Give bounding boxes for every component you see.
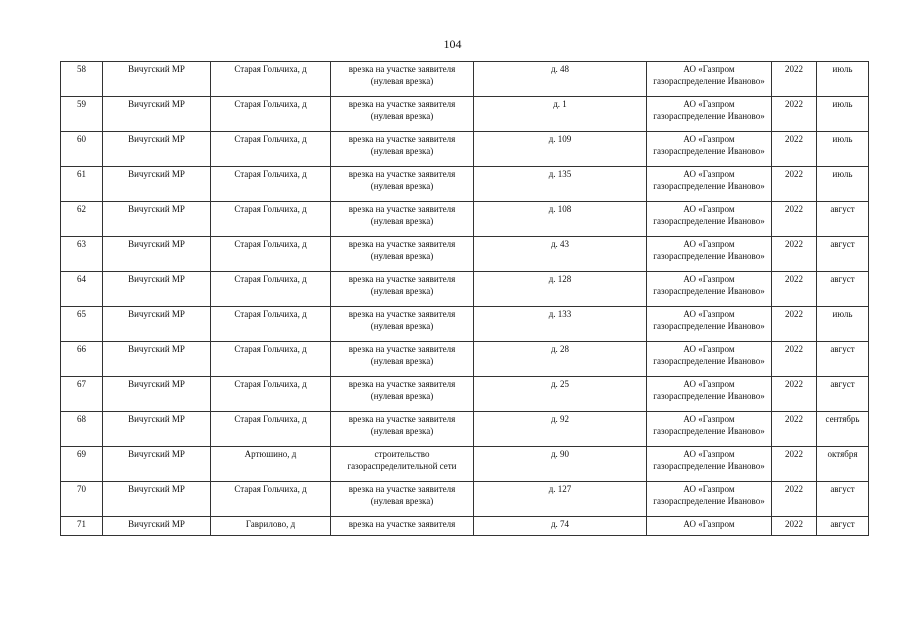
work-type-cell: врезка на участке заявителя (нулевая врезка) — [331, 272, 474, 307]
table-row — [61, 342, 869, 377]
address-cell: д. 1 — [474, 97, 647, 132]
address-cell: д. 108 — [474, 202, 647, 237]
table-row — [61, 517, 869, 536]
month-cell: октября — [817, 447, 869, 482]
work-type-cell: строительство газораспределительной сети — [331, 447, 474, 482]
month-cell: август — [817, 377, 869, 412]
organization-cell: АО «Газпром газораспределение Иваново» — [647, 447, 772, 482]
work-type-cell: врезка на участке заявителя (нулевая врезка) — [331, 412, 474, 447]
month-cell: июль — [817, 307, 869, 342]
organization-cell: АО «Газпром газораспределение Иваново» — [647, 167, 772, 202]
year-cell: 2022 — [772, 447, 817, 482]
table-row — [61, 377, 869, 412]
month-cell: август — [817, 237, 869, 272]
table-body — [61, 62, 869, 536]
page-number: 104 — [443, 37, 462, 51]
organization-cell: АО «Газпром газораспределение Иваново» — [647, 342, 772, 377]
work-type-cell: врезка на участке заявителя (нулевая врезка) — [331, 132, 474, 167]
locality-cell: Старая Гольчиха, д — [211, 97, 331, 132]
table-row — [61, 412, 869, 447]
district-cell: Вичугский МР — [103, 62, 211, 97]
work-type-cell: врезка на участке заявителя — [331, 517, 474, 536]
row-number-cell: 60 — [61, 132, 103, 167]
row-number-cell: 64 — [61, 272, 103, 307]
year-cell: 2022 — [772, 342, 817, 377]
organization-cell: АО «Газпром газораспределение Иваново» — [647, 132, 772, 167]
locality-cell: Старая Гольчиха, д — [211, 237, 331, 272]
district-cell: Вичугский МР — [103, 272, 211, 307]
month-cell: август — [817, 517, 869, 536]
district-cell: Вичугский МР — [103, 132, 211, 167]
organization-cell: АО «Газпром газораспределение Иваново» — [647, 272, 772, 307]
month-cell: июль — [817, 97, 869, 132]
work-type-cell: врезка на участке заявителя (нулевая врезка) — [331, 167, 474, 202]
district-cell: Вичугский МР — [103, 517, 211, 536]
year-cell: 2022 — [772, 272, 817, 307]
table-row — [61, 202, 869, 237]
work-type-cell: врезка на участке заявителя (нулевая врезка) — [331, 377, 474, 412]
organization-cell: АО «Газпром газораспределение Иваново» — [647, 97, 772, 132]
work-type-cell: врезка на участке заявителя (нулевая врезка) — [331, 237, 474, 272]
district-cell: Вичугский МР — [103, 97, 211, 132]
organization-cell: АО «Газпром газораспределение Иваново» — [647, 482, 772, 517]
district-cell: Вичугский МР — [103, 342, 211, 377]
locality-cell: Старая Гольчиха, д — [211, 272, 331, 307]
year-cell: 2022 — [772, 237, 817, 272]
locality-cell: Старая Гольчиха, д — [211, 202, 331, 237]
address-cell: д. 48 — [474, 62, 647, 97]
table-row — [61, 132, 869, 167]
address-cell: д. 127 — [474, 482, 647, 517]
address-cell: д. 90 — [474, 447, 647, 482]
address-cell: д. 135 — [474, 167, 647, 202]
address-cell: д. 25 — [474, 377, 647, 412]
table-row — [61, 62, 869, 97]
work-type-cell: врезка на участке заявителя (нулевая врезка) — [331, 62, 474, 97]
row-number-cell: 58 — [61, 62, 103, 97]
year-cell: 2022 — [772, 97, 817, 132]
row-number-cell: 71 — [61, 517, 103, 536]
row-number-cell: 67 — [61, 377, 103, 412]
row-number-cell: 62 — [61, 202, 103, 237]
year-cell: 2022 — [772, 167, 817, 202]
year-cell: 2022 — [772, 482, 817, 517]
address-cell: д. 109 — [474, 132, 647, 167]
row-number-cell: 68 — [61, 412, 103, 447]
row-number-cell: 70 — [61, 482, 103, 517]
table-row — [61, 237, 869, 272]
table-row — [61, 97, 869, 132]
address-cell: д. 128 — [474, 272, 647, 307]
month-cell: июль — [817, 167, 869, 202]
month-cell: август — [817, 342, 869, 377]
row-number-cell: 63 — [61, 237, 103, 272]
work-type-cell: врезка на участке заявителя (нулевая врезка) — [331, 342, 474, 377]
locality-cell: Старая Гольчиха, д — [211, 307, 331, 342]
district-cell: Вичугский МР — [103, 202, 211, 237]
organization-cell: АО «Газпром газораспределение Иваново» — [647, 202, 772, 237]
year-cell: 2022 — [772, 377, 817, 412]
district-cell: Вичугский МР — [103, 482, 211, 517]
locality-cell: Старая Гольчиха, д — [211, 482, 331, 517]
table-row — [61, 272, 869, 307]
year-cell: 2022 — [772, 412, 817, 447]
locality-cell: Старая Гольчиха, д — [211, 377, 331, 412]
district-cell: Вичугский МР — [103, 377, 211, 412]
table-row — [61, 167, 869, 202]
address-cell: д. 92 — [474, 412, 647, 447]
locality-cell: Старая Гольчиха, д — [211, 342, 331, 377]
table-row — [61, 447, 869, 482]
year-cell: 2022 — [772, 202, 817, 237]
locality-cell: Артюшино, д — [211, 447, 331, 482]
work-type-cell: врезка на участке заявителя (нулевая врезка) — [331, 202, 474, 237]
locality-cell: Старая Гольчиха, д — [211, 412, 331, 447]
district-cell: Вичугский МР — [103, 237, 211, 272]
locality-cell: Старая Гольчиха, д — [211, 167, 331, 202]
work-type-cell: врезка на участке заявителя (нулевая врезка) — [331, 307, 474, 342]
month-cell: сентябрь — [817, 412, 869, 447]
table-row — [61, 482, 869, 517]
district-cell: Вичугский МР — [103, 167, 211, 202]
gasification-table — [60, 61, 869, 536]
month-cell: август — [817, 482, 869, 517]
address-cell: д. 133 — [474, 307, 647, 342]
organization-cell: АО «Газпром газораспределение Иваново» — [647, 237, 772, 272]
locality-cell: Старая Гольчиха, д — [211, 62, 331, 97]
month-cell: август — [817, 272, 869, 307]
organization-cell: АО «Газпром газораспределение Иваново» — [647, 377, 772, 412]
district-cell: Вичугский МР — [103, 412, 211, 447]
year-cell: 2022 — [772, 62, 817, 97]
address-cell: д. 43 — [474, 237, 647, 272]
row-number-cell: 61 — [61, 167, 103, 202]
address-cell: д. 74 — [474, 517, 647, 536]
work-type-cell: врезка на участке заявителя (нулевая врезка) — [331, 482, 474, 517]
row-number-cell: 59 — [61, 97, 103, 132]
district-cell: Вичугский МР — [103, 307, 211, 342]
month-cell: июль — [817, 132, 869, 167]
table-row — [61, 307, 869, 342]
year-cell: 2022 — [772, 307, 817, 342]
row-number-cell: 69 — [61, 447, 103, 482]
address-cell: д. 28 — [474, 342, 647, 377]
month-cell: август — [817, 202, 869, 237]
organization-cell: АО «Газпром газораспределение Иваново» — [647, 62, 772, 97]
year-cell: 2022 — [772, 517, 817, 536]
district-cell: Вичугский МР — [103, 447, 211, 482]
locality-cell: Гавриловo, д — [211, 517, 331, 536]
row-number-cell: 65 — [61, 307, 103, 342]
month-cell: июль — [817, 62, 869, 97]
locality-cell: Старая Гольчиха, д — [211, 132, 331, 167]
year-cell: 2022 — [772, 132, 817, 167]
organization-cell: АО «Газпром — [647, 517, 772, 536]
work-type-cell: врезка на участке заявителя (нулевая врезка) — [331, 97, 474, 132]
organization-cell: АО «Газпром газораспределение Иваново» — [647, 307, 772, 342]
row-number-cell: 66 — [61, 342, 103, 377]
organization-cell: АО «Газпром газораспределение Иваново» — [647, 412, 772, 447]
